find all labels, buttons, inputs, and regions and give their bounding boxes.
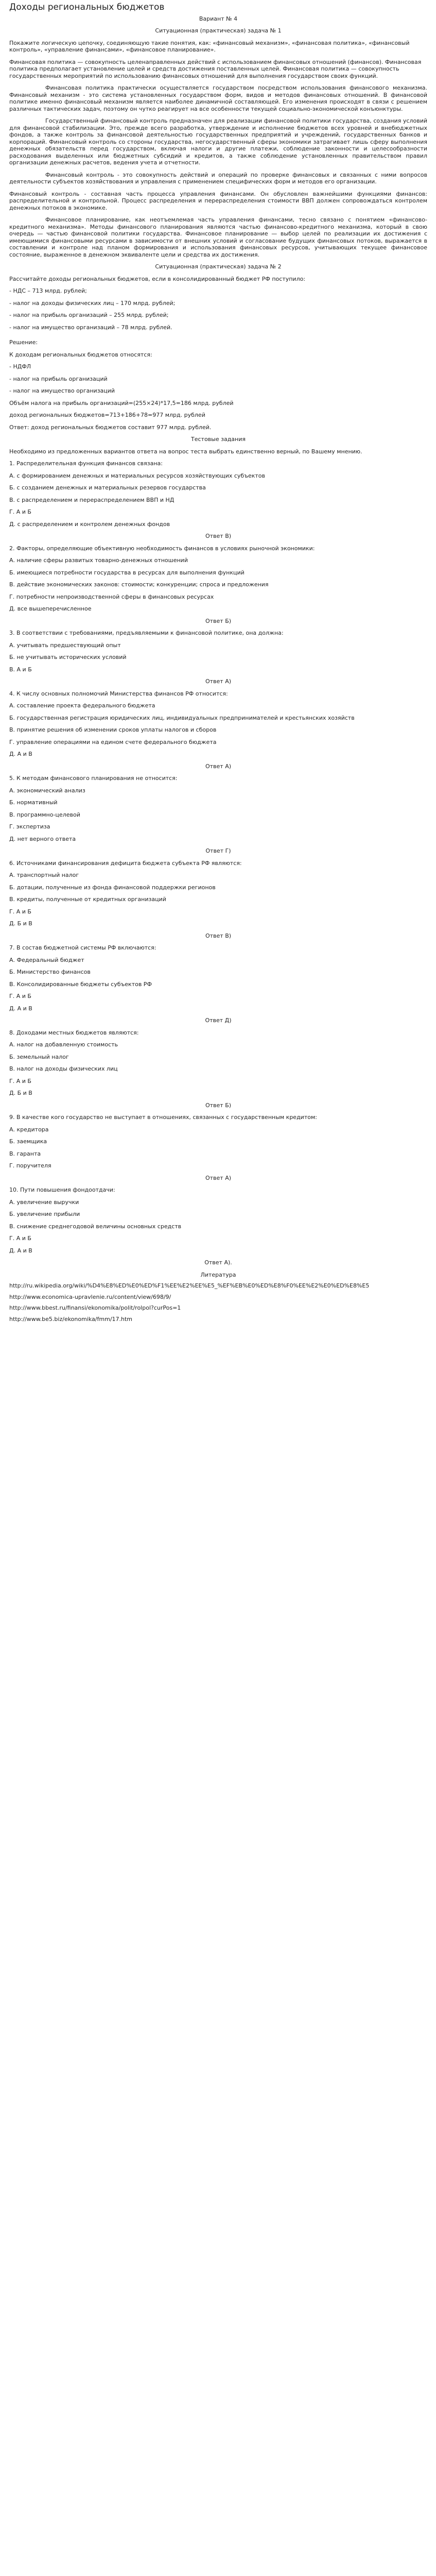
tests-header: Тестовые задания: [191, 436, 246, 443]
answer-option: Б. Министерство финансов: [9, 969, 91, 975]
answer-option: Д. А и В: [9, 1005, 32, 1012]
task1-paragraph: Финансовая политика практически осуществляется государством посредством использования финансового механизма. Финансовый механизм - это система установленных государством форм, видов и методов финансовых отношений. В финансовой политике именно финансовый механизм является наиболее динамичной составляющей. Его изменения происходят в связи с решением различных тактических задач, поэтому он чутко реагирует на все особенности текущей социально-экономической конъюнктуры.: [9, 84, 427, 112]
answer-option: А. с формированием денежных и материальных ресурсов хозяйствующих субъектов: [9, 472, 265, 479]
answer-option: Д. с распределением и контролем денежных фондов: [9, 520, 170, 528]
answer-option: Д. Б и В: [9, 1090, 32, 1096]
given-item: - налог на прибыль организаций – 255 млрд. рублей;: [9, 312, 169, 318]
answer-option: Г. управление операциями на едином счете федерального бюджета: [9, 738, 217, 745]
question-text: 2. Факторы, определяющие объективную необходимость финансов в условиях рыночной экономики:: [9, 545, 315, 552]
answer-option: А. наличие сферы развитых товарно-денежных отношений: [9, 557, 188, 564]
questions-list: [9, 460, 427, 1266]
answer-option: Д. нет верного ответа: [9, 835, 76, 842]
solution-line: - НДФЛ: [9, 363, 31, 370]
given-item: - налог на доходы физических лиц – 170 млрд. рублей;: [9, 299, 176, 307]
answer-option: А. налог на добавленную стоимость: [9, 1041, 118, 1048]
answer-option: Г. А и Б: [9, 1077, 31, 1084]
references-header: Литература: [200, 1271, 236, 1278]
given-item: - НДС – 713 млрд. рублей;: [9, 287, 87, 294]
answer-option: Д. все вышеперечисленное: [9, 605, 92, 612]
answer-option: В. программно-целевой: [9, 811, 80, 818]
task2-header: Ситуационная (практическая) задача № 2: [155, 263, 282, 270]
solution-line: - налог на имущество организаций: [9, 387, 115, 394]
answer-option: Д. А и В: [9, 751, 32, 757]
answer-option: Б. увеличение прибыли: [9, 1211, 80, 1217]
question-text: 9. В качестве кого государство не выступает в отношениях, связанных с государственным кредитом:: [9, 1114, 317, 1121]
question-text: 7. В состав бюджетной системы РФ включаются:: [9, 944, 156, 951]
answer-option: В. Консолидированные бюджеты субъектов РФ: [9, 980, 152, 988]
answer-key: Ответ Г): [205, 848, 231, 854]
answer-option: Г. экспертиза: [9, 823, 50, 830]
answer-key: Ответ А): [205, 762, 232, 770]
task1-header: Ситуационная (практическая) задача № 1: [155, 27, 282, 34]
answer-key: Ответ А): [205, 1174, 232, 1181]
answer-key: Ответ В): [205, 932, 232, 939]
task1-paragraph: Финансовый контроль - это совокупность действий и операций по проверке финансовых и связанных с ними вопросов деятельности субъектов хозяйствования и управления с применением специфических форм и методов его организации.: [9, 171, 427, 185]
given-item: - налог на имущество организаций – 78 млрд. рублей.: [9, 324, 172, 331]
answer-option: Г. А и Б: [9, 993, 31, 999]
answer-option: Б. дотации, полученные из фонда финансовой поддержки регионов: [9, 884, 216, 891]
reference-link[interactable]: http://www.be5.biz/ekonomika/fmm/17.htm: [9, 1315, 133, 1323]
tests-intro: Необходимо из предложенных вариантов ответа на вопрос теста выбрать единственно верный, по Вашему мнению.: [9, 448, 362, 455]
answer-key: Ответ А).: [204, 1259, 232, 1266]
document-page: [9, 0, 427, 1323]
solution-label: Решение:: [9, 339, 38, 346]
answer-option: Д. Б и В: [9, 920, 32, 927]
answer-option: Г. поручителя: [9, 1162, 51, 1169]
answer-option: В. налог на доходы физических лиц: [9, 1065, 118, 1072]
task1-paragraph: Государственный финансовый контроль предназначен для реализации финансовой политики государства, создания условий для финансовой стабилизации. Это, прежде всего разработка, утверждение и исполнение бюджетов всех уровней и внебюджетных фондов, а также контроль за финансовой деятельностью государственных предприятий и учреждений, государственных банков и корпораций. Финансовый контроль со стороны государства, негосударственный сферы экономики затрагивает лишь сферу выполнения денежных обязательств перед государством, включая налоги и другие платежи, соблюдение законности и целесообразности расходования выделенных или бюджетных субсидий и кредитов, а также соблюдение установленных правительством правил организации денежных расчетов, ведения учета и отчетности.: [9, 117, 427, 166]
page-title: Доходы региональных бюджетов: [9, 2, 165, 12]
answer-option: Б. имеющиеся потребности государства в ресурсах для выполнения функций: [9, 569, 245, 576]
task1-paragraph: Финансовый контроль - составная часть процесса управления финансами. Он обусловлен важнейшими функциями финансов: распределительной и контрольной. Процесс распределения и перераспределения стоимости ВВП должен сопровождаться контролем денежных потоков в экономике.: [9, 190, 427, 211]
solution-line: К доходам региональных бюджетов относятся:: [9, 351, 152, 358]
question-text: 3. В соответствии с требованиями, предъявляемыми к финансовой политике, она должна:: [9, 630, 284, 636]
task1-paragraph: Финансовая политика — совокупность целенаправленных действий с использованием финансовых отношений (финансов). Финансовая политика предполагает установление целей и средств достижения поставленных целей. Финансовая политика — совокупность государственных мероприятий по использованию финансовых отношений для выполнения государством своих функций.: [9, 58, 422, 79]
answer-option: Г. потребности непроизводственной сферы в финансовых ресурсах: [9, 593, 214, 600]
answer-key: Ответ А): [205, 678, 232, 685]
solution-line: доход региональных бюджетов=713+186+78=977 млрд. рублей: [9, 412, 205, 418]
answer-option: А. увеличение выручки: [9, 1198, 79, 1206]
question-text: 1. Распределительная функция финансов связана:: [9, 460, 163, 467]
answer-option: Б. с созданием денежных и материальных резервов государства: [9, 484, 206, 491]
answer-option: А. транспортный налог: [9, 872, 79, 878]
answer-option: Б. нормативный: [9, 799, 58, 806]
task1-intro: Покажите логическую цепочку, соединяющую такие понятия, как: «финансовый механизм», «финансовая политика», «финансовый контроль», «управление финансами», «финансовое планирование».: [9, 39, 410, 53]
reference-link[interactable]: http://ru.wikipedia.org/wiki/%D4%E8%ED%E0%ED%F1%EE%E2%EE%E5_%EF%EB%E0%ED%E8%F0%EE%E2%E0%ED%E8%E5: [9, 1282, 370, 1289]
answer-option: А. кредитора: [9, 1126, 49, 1133]
answer-option: Г. А и Б: [9, 1235, 31, 1242]
answer-option: А. Федеральный бюджет: [9, 956, 84, 963]
task2-intro: Рассчитайте доходы региональных бюджетов, если в консолидированный бюджет РФ поступило:: [9, 275, 306, 282]
answer-option: В. принятие решения об изменении сроков уплаты налогов и сборов: [9, 726, 217, 733]
variant-label: Вариант № 4: [199, 15, 238, 22]
answer-option: В. с распределением и перераспределением ВВП и НД: [9, 496, 175, 503]
question-text: 10. Пути повышения фондоотдачи:: [9, 1187, 115, 1193]
answer-key: Ответ Б): [205, 617, 232, 624]
answer-option: Б. заемщика: [9, 1138, 47, 1145]
answer-option: В. гаранта: [9, 1150, 41, 1157]
answer-option: Д. А и В: [9, 1247, 32, 1254]
question-text: 5. К методам финансового планирования не относится:: [9, 775, 178, 782]
answer-key: Ответ Д): [205, 1017, 232, 1024]
task1-paragraph: Финансовое планирование, как неотъемлемая часть управления финансами, тесно связано с понятием «финансово-кредитного механизма». Методы финансового планирования являются частью финансово-кредитного механизма, который в свою очередь — частью финансовой политики государства. Финансовое планирование — выбор целей по реализации их достижения с имеющимися финансовыми ресурсами в зависимости от внешних условий и согласование будущих финансовых потоков, выражается в составлении и контроле над планом формирования и использования финансовых ресурсов, учитывающих текущее финансовое состояние, выраженное в денежном эквиваленте цели и средства их достижения.: [9, 216, 427, 258]
answer-option: Б. не учитывать исторических условий: [9, 654, 127, 660]
answer-option: А. учитывать предшествующий опыт: [9, 641, 121, 649]
references: [9, 1272, 427, 1323]
solution-line: - налог на прибыль организаций: [9, 375, 108, 382]
reference-link[interactable]: http://www.bbest.ru/finansi/ekonomika/polit/rolpol?curPos=1: [9, 1304, 181, 1311]
question-text: 8. Доходами местных бюджетов являются:: [9, 1029, 139, 1036]
answer-key: Ответ В): [205, 533, 232, 539]
answer-option: Б. государственная регистрация юридических лиц, индивидуальных предпринимателей и крестьянских хозяйств: [9, 714, 355, 721]
answer-option: А. составление проекта федерального бюджета: [9, 702, 155, 709]
answer-option: В. действие экономических законов: стоимости; конкуренции; спроса и предложения: [9, 581, 269, 588]
answer-option: В. кредиты, полученные от кредитных организаций: [9, 896, 166, 903]
question-text: 6. Источниками финансирования дефицита бюджета субъекта РФ являются:: [9, 859, 242, 867]
answer-option: А. экономический анализ: [9, 787, 85, 794]
answer-option: Г. А и Б: [9, 509, 31, 515]
answer-key: Ответ Б): [205, 1101, 232, 1109]
answer-option: Г. А и Б: [9, 908, 31, 915]
answer-option: В. снижение среднегодовой величины основных средств: [9, 1223, 182, 1230]
solution-line: Объём налога на прибыль организаций=(255×24)*17,5=186 млрд. рублей: [9, 399, 234, 406]
answer-option: В. А и Б: [9, 666, 32, 673]
solution-line: Ответ: доход региональных бюджетов составит 977 млрд. рублей.: [9, 423, 212, 431]
reference-link[interactable]: http://www.economica-upravlenie.ru/content/view/698/9/: [9, 1293, 171, 1300]
answer-option: Б. земельный налог: [9, 1053, 69, 1060]
question-text: 4. К числу основных полномочий Министерства финансов РФ относится:: [9, 690, 228, 697]
